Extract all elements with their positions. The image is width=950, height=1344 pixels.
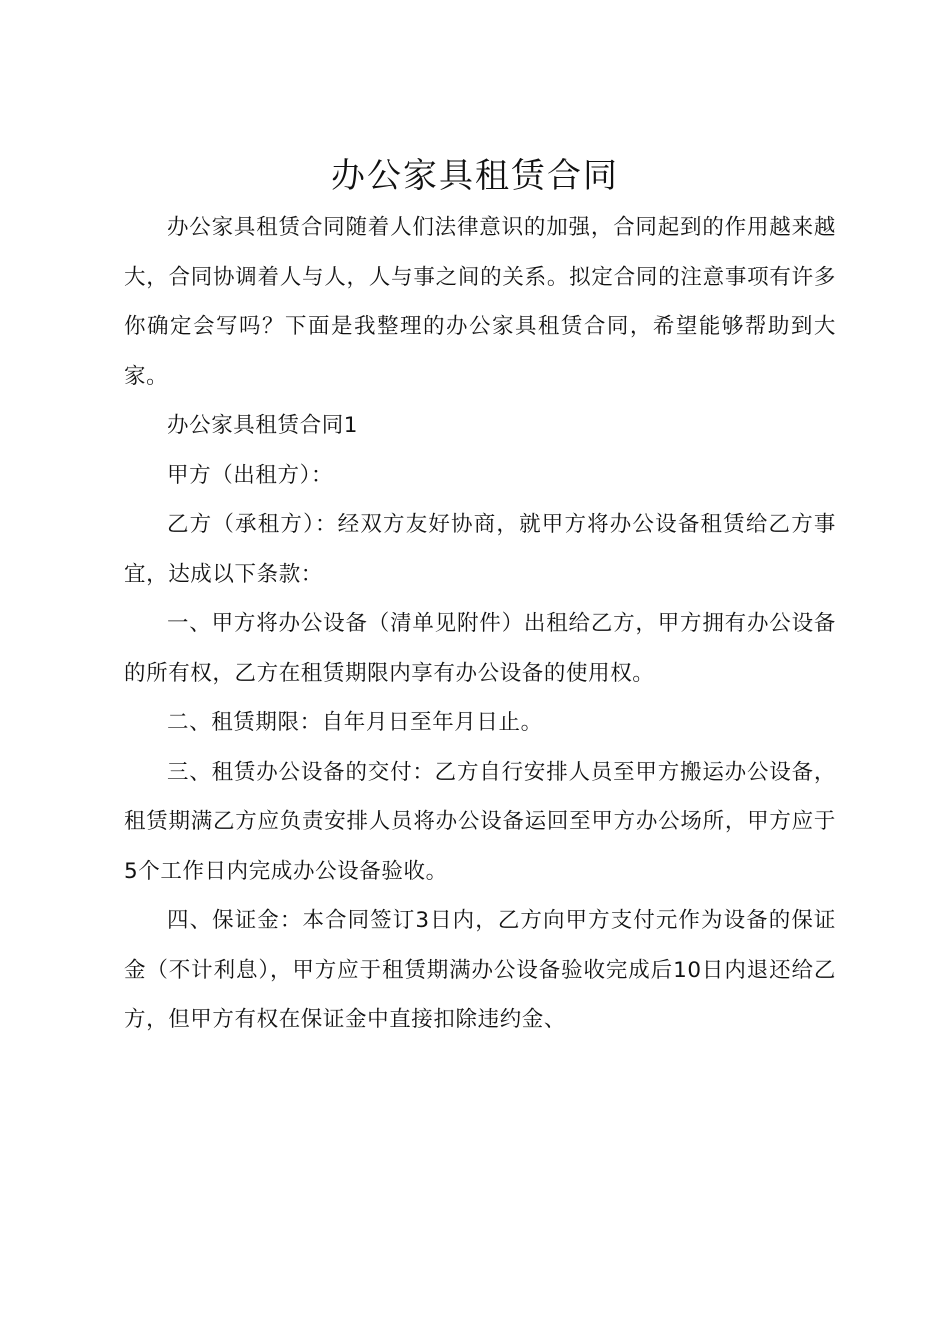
party-a-line: 甲方（出租方）： — [167, 462, 334, 488]
party-b-line: 乙方（承租方）：经双方友好协商，就甲方将办公设备租赁给乙方事宜，达成以下条款： — [124, 512, 836, 587]
clause-3: 三、租赁办公设备的交付：乙方自行安排人员至甲方搬运办公设备，租赁期满乙方应负责安排人员将办公设备运回至甲方办公场所，甲方应于5个工作日内完成办公设备验收。 — [124, 759, 836, 884]
clause-2: 二、租赁期限：自年月日至年月日止。 — [167, 710, 543, 735]
document-body — [124, 203, 836, 1045]
intro-paragraph: 办公家具租赁合同随着人们法律意识的加强，合同起到的作用越来越大，合同协调着人与人，人与事之间的关系。拟定合同的注意事项有许多你确定会写吗？下面是我整理的办公家具租赁合同，希望能够帮助到大家。 — [124, 215, 836, 389]
document-title: 办公家具租赁合同 — [331, 156, 619, 196]
clause-1: 一、甲方将办公设备（清单见附件）出租给乙方，甲方拥有办公设备的所有权，乙方在租赁期限内享有办公设备的使用权。 — [124, 611, 836, 686]
contract-heading: 办公家具租赁合同1 — [167, 413, 359, 438]
clause-4: 四、保证金：本合同签订3日内，乙方向甲方支付元作为设备的保证金（不计利息），甲方应于租赁期满办公设备验收完成后10日内退还给乙方，但甲方有权在保证金中直接扣除违约金、 — [124, 908, 836, 1032]
